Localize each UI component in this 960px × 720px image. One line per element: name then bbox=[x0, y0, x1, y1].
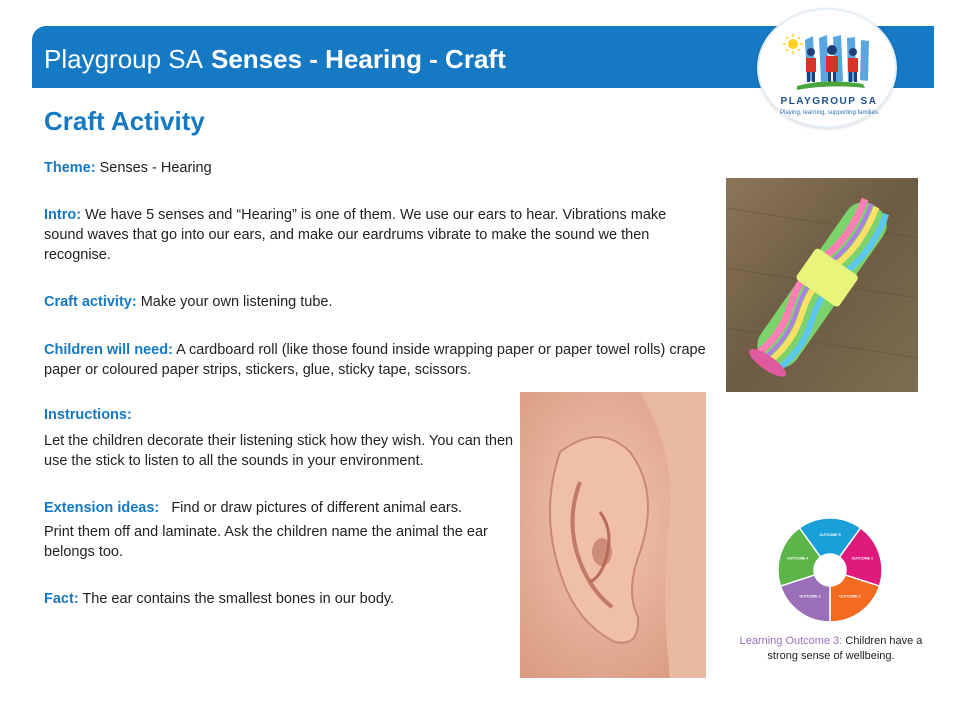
playgroup-sa-logo bbox=[757, 8, 897, 128]
theme-label: Theme: bbox=[44, 160, 96, 176]
outcome-segment-label: OUTCOME 1 bbox=[851, 556, 874, 561]
header-brand: Playgroup SA bbox=[44, 44, 203, 74]
materials-paragraph bbox=[44, 340, 714, 380]
intro-paragraph bbox=[44, 205, 694, 265]
fact-text: The ear contains the smallest bones in our body. bbox=[78, 591, 395, 607]
theme-paragraph bbox=[44, 158, 212, 178]
logo-name: PLAYGROUP SA bbox=[780, 96, 878, 107]
extension-text-2: Print them off and laminate. Ask the children name the animal the ear belongs too. bbox=[44, 524, 488, 560]
needs-label: Children will need: bbox=[44, 342, 173, 358]
fact-label: Fact: bbox=[44, 591, 79, 607]
learning-outcome-text: Children have a strong sense of wellbeing. bbox=[767, 635, 923, 662]
learning-outcomes-wheel bbox=[776, 516, 884, 624]
section-title: Craft Activity bbox=[44, 106, 205, 136]
instructions-text: Let the children decorate their listening stick how they wish. You can then use the stick to listen to all the sounds in your environment. bbox=[44, 433, 514, 469]
learning-outcome-label: Learning Outcome 3: bbox=[739, 635, 843, 647]
ear-photo bbox=[520, 392, 706, 678]
craft-activity-paragraph bbox=[44, 292, 333, 312]
logo-tagline: Playing, learning, supporting families bbox=[780, 110, 878, 116]
extension-label: Extension ideas: bbox=[44, 500, 160, 516]
intro-text: We have 5 senses and “Hearing” is one of them. We use our ears to hear. Vibrations make sound waves that go into our ears, and make our eardrums vibrate to make the sound we then recognise. bbox=[44, 207, 667, 263]
outcome-segment-label: OUTCOME 4 bbox=[786, 556, 809, 561]
listening-tube-photo bbox=[726, 178, 918, 392]
intro-label: Intro: bbox=[44, 207, 82, 223]
theme-text: Senses - Hearing bbox=[95, 160, 212, 176]
outcome-segment-label: OUTCOME 2 bbox=[839, 594, 861, 599]
craft-text: Make your own listening tube. bbox=[136, 294, 333, 310]
instructions-heading bbox=[44, 405, 132, 425]
header-topic: Senses - Hearing - Craft bbox=[210, 44, 506, 74]
needs-text: A cardboard roll (like those found inside wrapping paper or paper towel rolls) crape paper or coloured paper strips, stickers, glue, sticky tape, scissors. bbox=[44, 342, 706, 378]
craft-label: Craft activity: bbox=[44, 294, 137, 310]
instructions-label: Instructions: bbox=[44, 407, 132, 423]
extension-paragraph bbox=[44, 498, 462, 518]
fact-paragraph bbox=[44, 589, 394, 609]
learning-outcome-caption bbox=[736, 634, 926, 664]
extension-text-1: Find or draw pictures of different animal ears. bbox=[159, 500, 462, 516]
outcome-segment-label: OUTCOME 3 bbox=[799, 594, 821, 599]
outcome-segment-label: OUTCOME 5 bbox=[819, 533, 841, 537]
page-title bbox=[44, 44, 506, 75]
